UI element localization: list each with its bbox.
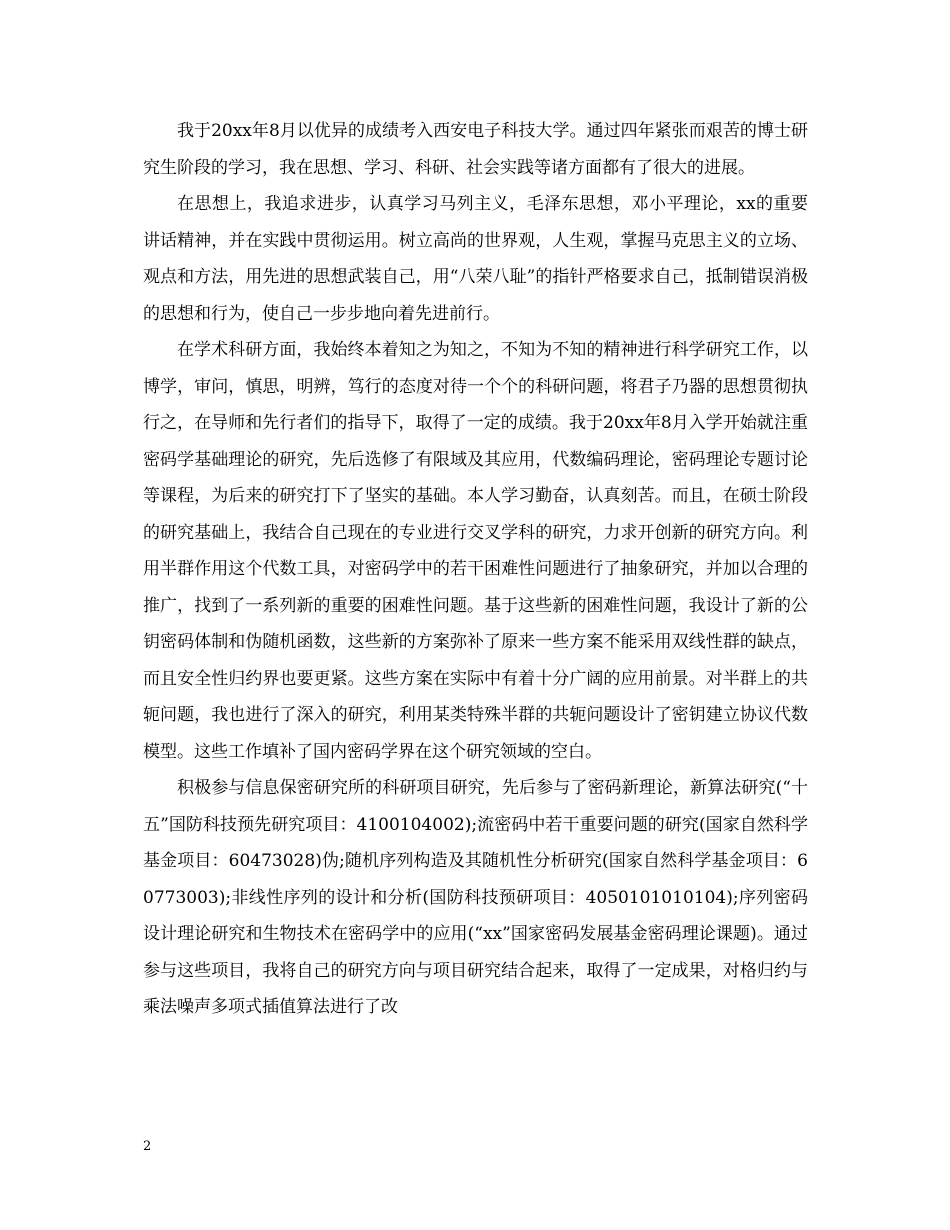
paragraph-ideology: 在思想上，我追求进步，认真学习马列主义，毛泽东思想，邓小平理论，xx的重要讲话精神，并在实践中贯彻运用。树立高尚的世界观，人生观，掌握马克思主义的立场、观点和方法，用先进的思想武装自己，用“八荣八耻”的指针严格要求自己，抵制错误消极的思想和行为，使自己一步步地向着先进前行。 [143,194,808,324]
body-text [143,113,808,1026]
paragraph-research-projects: 积极参与信息保密研究所的科研项目研究，先后参与了密码新理论，新算法研究(“十五”国防科技预先研究项目：4100104002);流密码中若干重要问题的研究(国家自然科学基金项目：60473028)伪;随机序列构造及其随机性分析研究(国家自然科学基金项目：60773003);非线性序列的设计和分析(国防科技预研项目：4050101010104);序列密码设计理论研究和生物技术在密码学中的应用(“xx”国家密码发展基金密码理论课题)。通过参与这些项目，我将自己的研究方向与项目研究结合起来，取得了一定成果，对格归约与乘法噪声多项式插值算法进行了改 [143,778,808,1017]
page-number: 2 [143,1139,152,1154]
paragraph-academic-research: 在学术科研方面，我始终本着知之为知之，不知为不知的精神进行科学研究工作，以博学，审问，慎思，明辨，笃行的态度对待一个个的科研问题，将君子乃器的思想贯彻执行之，在导师和先行者们的指导下，取得了一定的成绩。我于20xx年8月入学开始就注重密码学基础理论的研究，先后选修了有限域及其应用，代数编码理论，密码理论专题讨论等课程，为后来的研究打下了坚实的基础。本人学习勤奋，认真刻苦。而且，在硕士阶段的研究基础上，我结合自己现在的专业进行交叉学科的研究，力求开创新的研究方向。利用半群作用这个代数工具，对密码学中的若干困难性问题进行了抽象研究，并加以合理的推广，找到了一系列新的重要的困难性问题。基于这些新的困难性问题，我设计了新的公钥密码体制和伪随机函数，这些新的方案弥补了原来一些方案不能采用双线性群的缺点，而且安全性归约界也要更紧。这些方案在实际中有着十分广阔的应用前景。对半群上的共轭问题，我也进行了深入的研究，利用某类特殊半群的共轭问题设计了密钥建立协议代数模型。这些工作填补了国内密码学界在这个研究领域的空白。 [143,340,808,762]
paragraph-study-overview: 我于20xx年8月以优异的成绩考入西安电子科技大学。通过四年紧张而艰苦的博士研究生阶段的学习，我在思想、学习、科研、社会实践等诸方面都有了很大的进展。 [143,121,808,178]
